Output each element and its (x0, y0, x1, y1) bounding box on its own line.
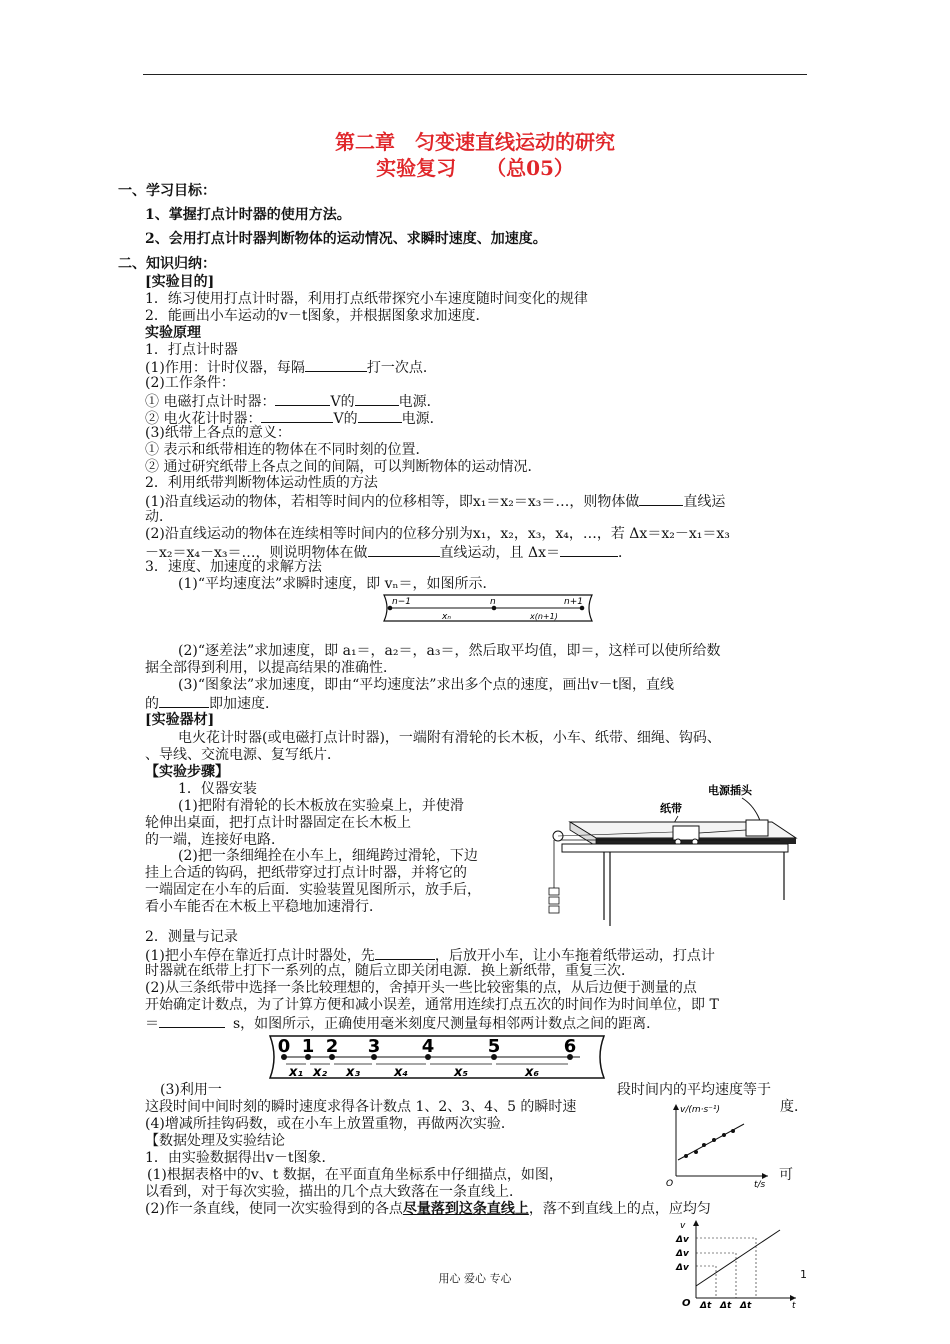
principle-3-2b: 据全部得到利用，以提高结果的准确性． (145, 660, 397, 676)
step-2-3a-left: (3)利用一 (160, 1082, 222, 1098)
conclusion-1-2: (2)作一条直线，使同一次实验得到的各点尽量落到这条直线上，落不到直线上的点，应均匀 (145, 1201, 711, 1217)
conclusion-1-1a: (1)根据表格中的v、t 数据，在平面直角坐标系中仔细描点，如图， (147, 1167, 563, 1183)
apparatus-figure (540, 780, 806, 930)
step-1-1c: 的一端，连接好电路． (145, 832, 285, 848)
step-2-2a: (2)从三条纸带中选择一条比较理想的，舍掉开头一些比较密集的点，从后边便于测量的点 (145, 980, 697, 996)
tape2-point-label-1: 1 (301, 1036, 315, 1057)
tape2-point-label-0: 0 (277, 1036, 291, 1057)
equipment-2: 、导线、交流电源、复写纸片． (145, 747, 341, 763)
goal-1: 1、掌握打点计时器的使用方法。 (145, 207, 351, 223)
timer (746, 820, 768, 836)
principle-1-2: (2)工作条件： (145, 375, 235, 391)
dv-graph (672, 1218, 802, 1310)
dt-label-3: Δt (740, 1301, 752, 1310)
principle-1-2a: ① 电磁打点计时器： V的 电源． (145, 394, 441, 410)
step-1-2d: 看小车能否在木板上平稳地加速滑行． (145, 899, 383, 915)
vt-origin: O (666, 1179, 674, 1188)
dv-label-1: Δv (676, 1235, 689, 1245)
label-paper-tape: 纸带 (660, 802, 682, 815)
conclusion-1-1b: 可 (779, 1167, 793, 1183)
step-1-1a: (1)把附有滑轮的长木板放在实验桌上，并使滑 (178, 798, 464, 814)
tape1-label-n-minus-1: n−1 (392, 597, 411, 607)
principle-1-3b: ② 通过研究纸带上各点之间的间隔，可以判断物体的运动情况． (145, 459, 542, 475)
dv-label-2: Δv (676, 1249, 689, 1259)
dv-xlabel: t (792, 1301, 796, 1310)
label-power-plug: 电源插头 (708, 784, 752, 797)
dv-origin: O (682, 1298, 691, 1309)
purpose-1: 1．练习使用打点计时器，利用打点纸带探究小车速度随时间变化的规律 (145, 291, 588, 307)
tape1-label-xn: xₙ (442, 612, 451, 622)
principle-2-2a: (2)沿直线运动的物体在连续相等时间内的位移分别为x₁，x₂，x₃，x₄，…，若 Δx＝x₂－x₁＝x₃ (145, 526, 730, 542)
step-2-3b-right: 度． (780, 1099, 808, 1115)
principle-3-1: (1)“平均速度法”求瞬时速度，即 vₙ＝，如图所示． (178, 576, 497, 592)
vt-ylabel: v/(m·s⁻¹) (680, 1105, 721, 1115)
principle-3-3a: (3)“图象法”求加速度，即由“平均速度法”求出多个点的速度，画出v－t图，直线 (178, 677, 674, 693)
tape2-point-label-3: 3 (367, 1036, 381, 1057)
principle-1-3a: ① 表示和纸带相连的物体在不同时刻的位置． (145, 442, 430, 458)
footer-text: 用心 爱心 专心 (438, 1272, 512, 1285)
principle-3-3b: 的 即加速度． (145, 696, 279, 712)
step-2-4: (4)增减所挂钩码数，或在小车上放置重物，再做两次实验． (145, 1116, 515, 1132)
principle-heading: 实验原理 (145, 325, 201, 341)
purpose-heading: [实验目的] (145, 274, 215, 290)
step-2-1a: (1)把小车停在靠近打点计时器处，先 ，后放开小车，让小车拖着纸带运动，打点计 (145, 948, 715, 964)
principle-2-1: (1)沿直线运动的物体，若相等时间内的位移相等，即x₁＝x₂＝x₃＝…，则物体做 直线运 (145, 494, 726, 510)
principle-1: 1．打点计时器 (145, 342, 238, 358)
conclusion-heading: 【数据处理及实验结论 (145, 1133, 285, 1149)
step-1-2c: 一端固定在小车的后面．实验装置见图所示，放手后， (145, 882, 481, 898)
tape1-label-n-plus-1: n+1 (564, 597, 583, 607)
tape2-point-label-5: 5 (487, 1036, 501, 1057)
step-1-2a: (2)把一条细绳拴在小车上，细绳跨过滑轮，下边 (178, 848, 478, 864)
step-2-2c: ＝ s，如图所示，正确使用毫米刻度尺测量每相邻两计数点之间的距离． (145, 1016, 661, 1032)
principle-3-2a: (2)“逐差法”求加速度，即 a₁＝，a₂＝，a₃＝，然后取平均值，即＝，这样可以使所给数 (178, 643, 721, 659)
equipment-heading: [实验器材] (145, 712, 215, 728)
vt-graph (660, 1100, 772, 1188)
equipment-1: 电火花计时器(或电磁打点计时器)，一端附有滑轮的长木板，小车、纸带、细绳、钩码、 (178, 730, 721, 746)
page-title: 第二章 匀变速直线运动的研究 (335, 130, 615, 154)
step-2: 2．测量与记录 (145, 929, 238, 945)
goal-2: 2、会用打点计时器判断物体的运动情况、求瞬时速度、加速度。 (145, 231, 547, 247)
principle-1-3: (3)纸带上各点的意义： (145, 425, 291, 441)
tape2-segment-label-3: x₃ (345, 1065, 361, 1080)
tape2-segment-label-5: x₅ (453, 1065, 469, 1080)
tape2-point-label-6: 6 (563, 1036, 577, 1057)
dv-ylabel: v (680, 1221, 686, 1231)
tape2-point-label-2: 2 (325, 1036, 339, 1057)
dv-label-3: Δv (676, 1263, 689, 1273)
dt-label-2: Δt (720, 1301, 732, 1310)
principle-1-1: (1)作用：计时仪器，每隔 打一次点． (145, 360, 437, 376)
step-2-1b: 时器就在纸带上打下一系列的点，随后立即关闭电源．换上新纸带，重复三次． (145, 963, 635, 979)
conclusion-1-1c: 以看到，对于每次实验，描出的几个点大致落在一条直线上． (145, 1184, 523, 1200)
step-2-2b: 开始确定计数点，为了计算方便和减小误差，通常用连续打点五次的时间作为时间单位，即 T (145, 997, 719, 1013)
principle-3: 3．速度、加速度的求解方法 (145, 559, 322, 575)
principle-2-2b: －x₂＝x₄－x₃＝…，则说明物体在做 直线运动，且 Δx＝ ． (145, 545, 632, 561)
tape-diagram-1 (378, 592, 598, 624)
principle-1-2b: ② 电火花计时器： V的 电源． (145, 411, 444, 427)
top-rule (143, 74, 807, 75)
page-subtitle: 实验复习 （总05） (376, 156, 574, 180)
steps-heading: 【实验步骤】 (145, 764, 229, 780)
tape2-segment-label-2: x₂ (312, 1065, 328, 1080)
step-1: 1．仪器安装 (178, 781, 257, 797)
tape2-segment-label-6: x₆ (524, 1065, 540, 1080)
page-number: 1 (800, 1268, 807, 1281)
tape2-point-label-4: 4 (421, 1036, 435, 1057)
step-2-3b-left: 这段时间中间时刻的瞬时速度求得各计数点 1、2、3、4、5 的瞬时速 (145, 1099, 577, 1115)
conclusion-1: 1．由实验数据得出v－t图象． (145, 1150, 336, 1166)
section2-heading: 二、知识归纳： (118, 256, 216, 272)
principle-2: 2．利用纸带判断物体运动性质的方法 (145, 475, 378, 491)
tape1-label-n: n (490, 597, 496, 607)
step-1-1b: 轮伸出桌面，把打点计时器固定在长木板上 (145, 815, 411, 831)
principle-2-1c: 动． (145, 509, 173, 525)
tape-diagram-2 (262, 1032, 612, 1082)
cart (673, 826, 699, 840)
step-1-2b: 挂上合适的钩码，把纸带穿过打点计时器，并将它的 (145, 865, 467, 881)
vt-xlabel: t/s (754, 1180, 766, 1188)
tape2-segment-label-1: x₁ (288, 1065, 304, 1080)
tape2-segment-label-4: x₄ (393, 1065, 409, 1080)
step-2-3a-right: 段时间内的平均速度等于 (617, 1082, 771, 1098)
section1-heading: 一、学习目标： (118, 183, 216, 199)
tape1-label-xn1: x(n+1) (530, 612, 558, 621)
purpose-2: 2．能画出小车运动的v－t图象，并根据图象求加速度． (145, 308, 490, 324)
dt-label-1: Δt (700, 1301, 712, 1310)
